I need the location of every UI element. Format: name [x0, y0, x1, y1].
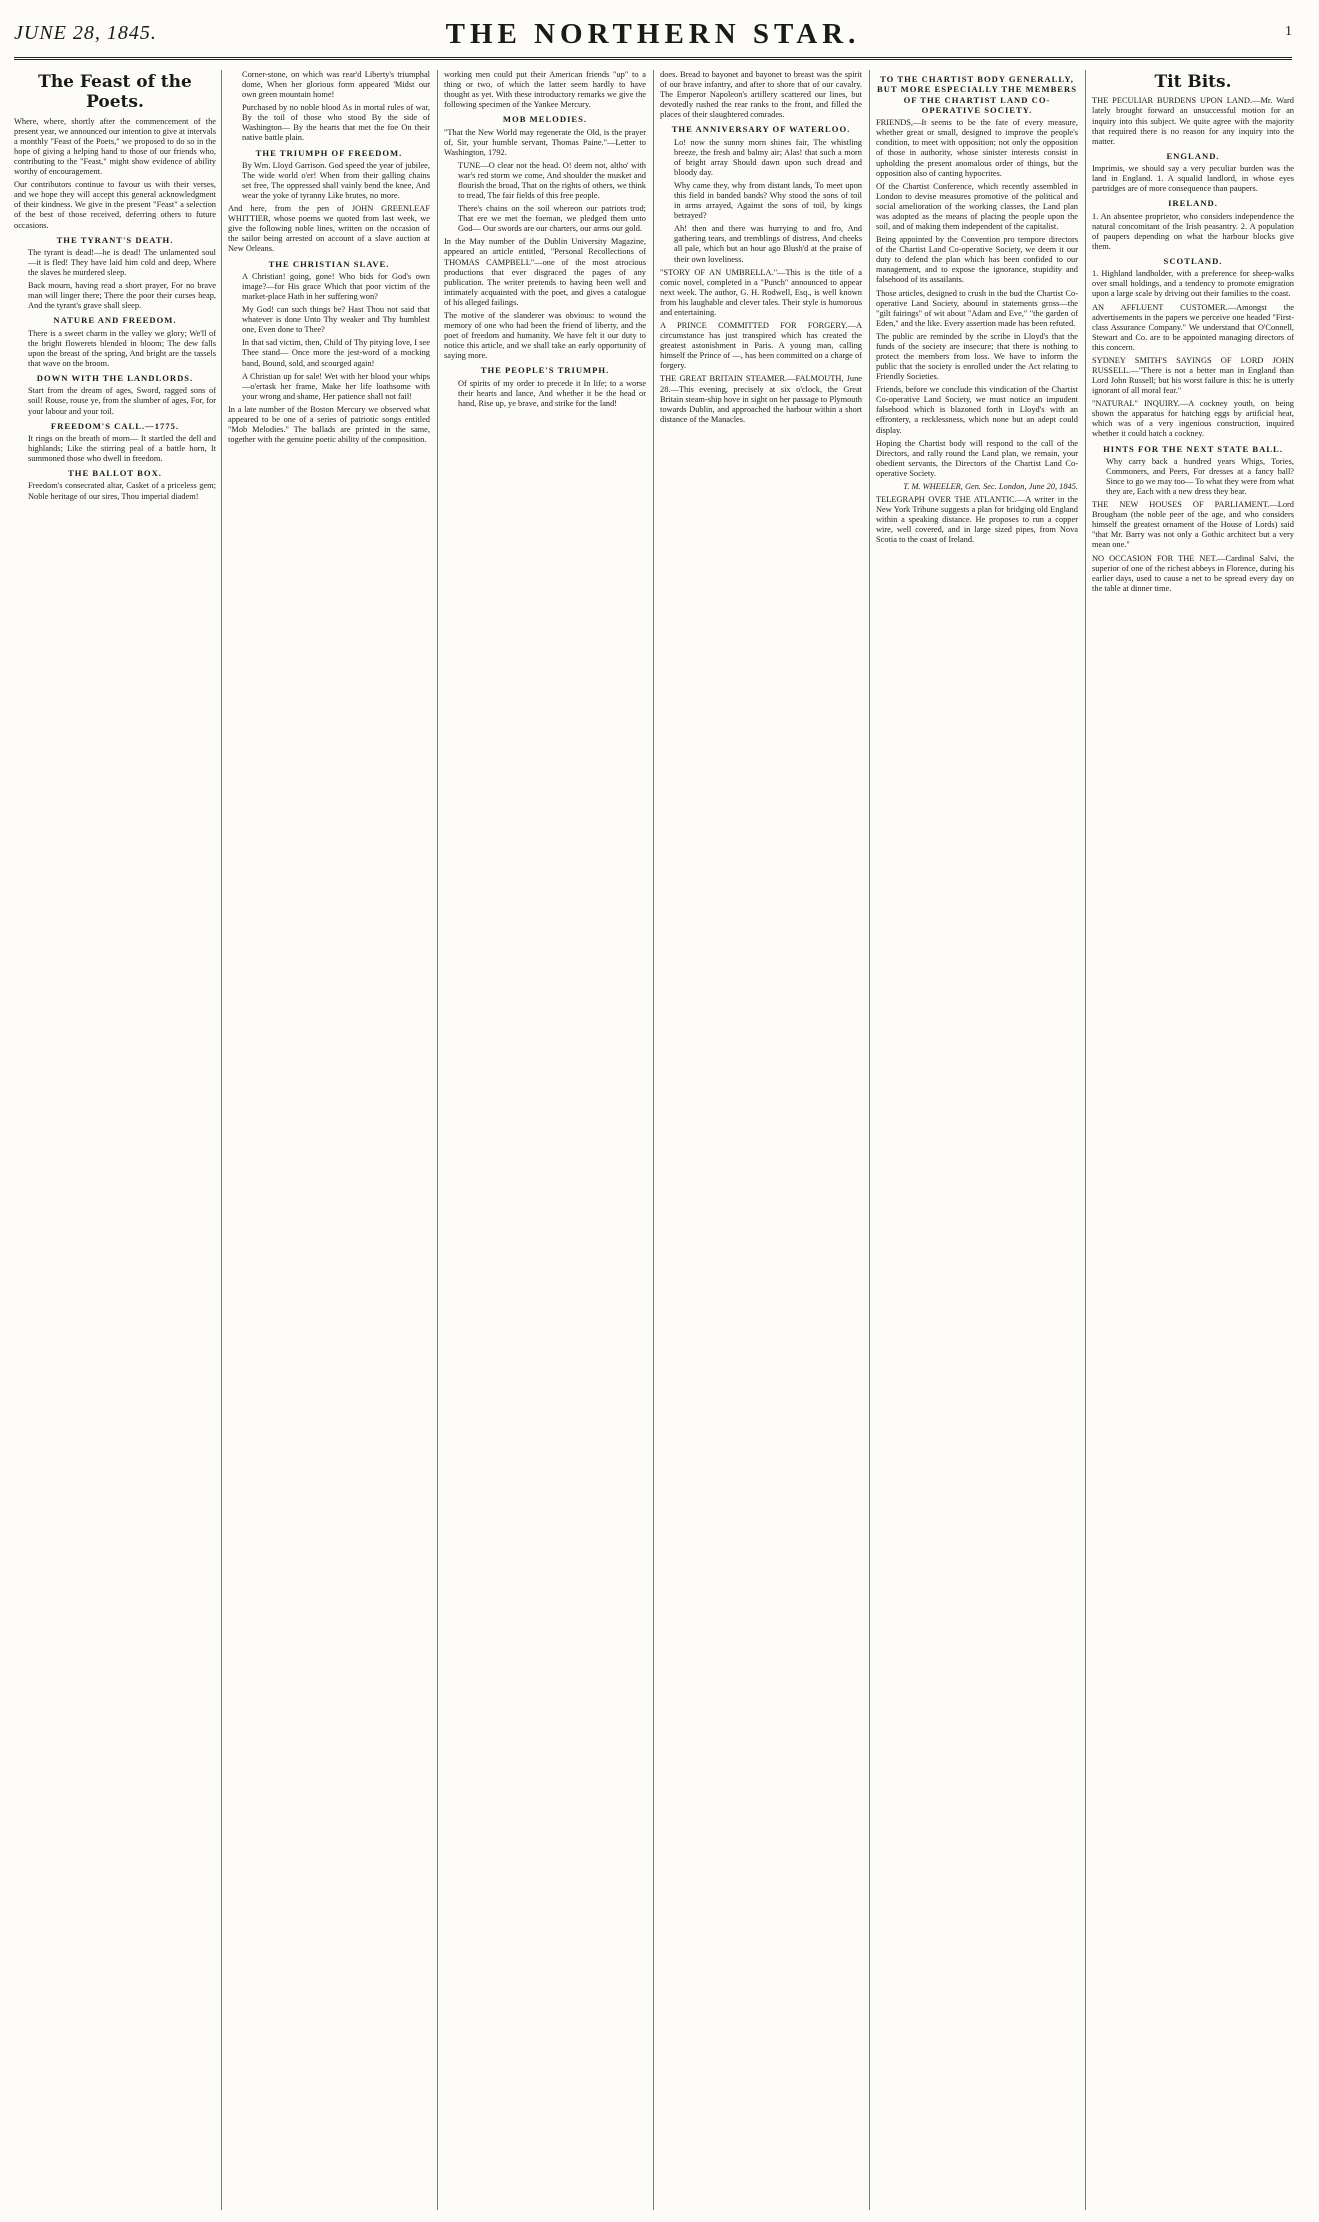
section-heading: The Feast of the Poets. — [38, 72, 192, 113]
article-paragraph: TELEGRAPH OVER THE ATLANTIC.—A writer in the New York Tribune suggests a plan for bridging old England within a speaking distance. He proposes to run a copper wire, well covered, and in large sized pipes, from Nova Scotia to the coast of Ireland. — [876, 494, 1078, 545]
newspaper-title: THE NORTHERN STAR. — [445, 18, 861, 50]
poem-stanza: Why came they, why from distant lands, To meet upon this field in banded bands? Why stood the sons of toil in arms arrayed, Against the sons of toil, by kings betrayed? — [674, 181, 862, 221]
article-paragraph: 1. An absentee proprietor, who considers independence the natural concomitant of the Irish peasantry. 2. A population of paupers depending on what the harbour blocks give them. — [1092, 211, 1294, 251]
article-subheading: THE PEOPLE'S TRIUMPH. — [480, 365, 610, 376]
issue-date: JUNE 28, 1845. — [14, 22, 157, 44]
article-subheading: NATURE AND FREEDOM. — [53, 315, 177, 326]
column-4 — [660, 70, 862, 2210]
column-5 — [876, 70, 1078, 2210]
poem-stanza: The tyrant is dead!—he is dead! The unlamented soul—it is fled! They have laid him cold and deep, Where the slaves he murdered sleep. — [28, 247, 216, 278]
article-paragraph: In a late number of the Boston Mercury we observed what appeared to be one of a series of patriotic songs entitled "Mob Melodies." The ballads are printed in the same, together with the genuine poetic ability of the composition. — [228, 404, 430, 445]
article-subheading: THE CHRISTIAN SLAVE. — [268, 258, 390, 269]
article-paragraph: The public are reminded by the scribe in Lloyd's that the funds of the society are insecure; that there is nothing to protect the members from loss. We have to inform the public that the society is enrolled under the Act relating to Friendly Societies. — [876, 331, 1078, 382]
article-subheading: DOWN WITH THE LANDLORDS. — [36, 373, 194, 384]
poem-stanza: Purchased by no noble blood As in mortal rules of war, By the toil of those who stood By the side of Washington— By the hearts that met the foe On their native battle plain. — [242, 103, 430, 143]
article-subheading: IRELAND. — [1168, 198, 1218, 209]
article-paragraph: AN AFFLUENT CUSTOMER.—Amongst the advertisements in the papers we perceive one headed "First-class Assurance Company." We understand that O'Connell, Stewart and Co. are to be appointed managing directors of this concern. — [1092, 302, 1294, 352]
column-2 — [228, 70, 430, 2210]
article-subheading: SCOTLAND. — [1163, 255, 1223, 266]
signature-line: T. M. WHEELER, Gen. Sec. London, June 20, 1845. — [903, 481, 1078, 491]
article-paragraph: Being appointed by the Convention pro tempore directors of the Chartist Land Co-operative Society, we deem it our duty to defend the plan which has been confided to our management, and to expose the ignorance, stupidity and falsehood of its assailants. — [876, 235, 1078, 285]
article-paragraph: Where, where, shortly after the commencement of the present year, we announced our intention to give at intervals a monthly "Feast of the Poets," we proposed to do so in the hope of giving a helping hand to those of our friends who, contributing to the "Feast," might show evidence of ability worthy of encouragement. — [14, 116, 216, 177]
article-paragraph: 1. Highland landholder, with a preference for sheep-walks over small holdings, and a tendency to promote emigration upon a large scale by driving out their families to the coast. — [1092, 269, 1294, 299]
article-paragraph: Friends, before we conclude this vindication of the Chartist Co-operative Land Society, we must notice an impudent falsehood which is blazoned forth in Lloyd's with an effrontery, a recklessness, which none but an adept could display. — [876, 385, 1078, 435]
article-subheading: ENGLAND. — [1166, 150, 1220, 161]
article-paragraph: "NATURAL" INQUIRY.—A cockney youth, on being shown the apparatus for hatching eggs by artificial heat, which was of a very ingenious construction, inquired whether it could hatch a cockney. — [1092, 399, 1294, 439]
poem-stanza: By Wm. Lloyd Garrison. God speed the year of jubilee, The wide world o'er! When from their galling chains set free, The oppressed shall vainly bend the knee, And wear the yoke of tyranny Like brutes, no more. — [242, 160, 430, 201]
poem-stanza: A Christian up for sale! Wet with her blood your whips—o'ertask her frame, Make her life loathsome with your wrong and shame, Her patience shall not fail! — [242, 371, 430, 401]
article-subheading: THE TRIUMPH OF FREEDOM. — [255, 147, 403, 158]
article-paragraph: NO OCCASION FOR THE NET.—Cardinal Salvi, the superior of one of the richest abbeys in Florence, during his earlier days, used to cause a net to be spread every day on the table at dinner time. — [1092, 553, 1294, 593]
column-divider — [653, 70, 654, 2210]
article-paragraph: Our contributors continue to favour us with their verses, and we hope they will accept this general acknowledgment of their kindness. We give in the present "Feast" a selection of the best of those received, deferring others to future occasions. — [14, 180, 216, 230]
poem-stanza: A Christian! going, gone! Who bids for God's own image?—for His grace Which that poor victim of the market-place Hath in her suffering won? — [242, 271, 430, 302]
article-subheading: THE TYRANT'S DEATH. — [56, 234, 174, 245]
article-paragraph: SYDNEY SMITH'S SAYINGS OF LORD JOHN RUSSELL.—"There is not a better man in England than Lord John Russell; but his worst failure is this: he is utterly ignorant of all moral fear." — [1092, 355, 1294, 396]
article-paragraph: Those articles, designed to crush in the bud the Chartist Co-operative Land Society, abound in statements gross—the "gilt fairings" of wit about "Adam and Eve," "the garden of Eden," and the like. Every assertion made has been refuted. — [876, 288, 1078, 328]
column-1 — [14, 70, 216, 2210]
column-divider — [437, 70, 438, 2210]
masthead — [14, 8, 1292, 60]
poem-stanza: TUNE—O clear not the head. O! deem not, altho' with war's red storm we come, And shoulder the musket and flourish the broad, That on the rights of others, we think to tread, The fair fields of this free people. — [458, 160, 646, 201]
article-paragraph: FRIENDS,—It seems to be the fate of every measure, whether great or small, designed to improve the people's condition, to meet with opposition; not only the opposition of those in authority, whose sinister interests consist in upholding the present anomalous order of things, but the opposition also of canting hypocrites. — [876, 118, 1078, 178]
article-paragraph: "STORY OF AN UMBRELLA."—This is the title of a comic novel, completed in a "Punch" announced to appear next week. The author, G. H. Rodwell, Esq., is well known from his laughable and clever tales. Their style is humorous and entertaining. — [660, 267, 862, 317]
poem-stanza: There's chains on the soil whereon our patriots trod; That ere we met the foeman, we pledged them unto God— Our swords are our charters, our arms our gold. — [458, 204, 646, 234]
article-subheading: FREEDOM'S CALL.—1775. — [50, 420, 180, 431]
article-paragraph: Of the Chartist Conference, which recently assembled in London to devise measures promotive of the political and social amelioration of the working classes, the Land plan was adopted as the means of placing the people upon the soil, and of making them independent of the capitalist. — [876, 181, 1078, 232]
article-paragraph: THE GREAT BRITAIN STEAMER.—FALMOUTH, June 28.—This evening, precisely at six o'clock, the Great Britain steam-ship hove in sight on her passage to Plymouth towards Dublin, and approached the harbour within a short distance of the Manacles. — [660, 374, 862, 424]
poem-stanza: Why carry back a hundred years Whigs, Tories, Commoners, and Peers, For dresses at a fancy ball? Since to go we may too— To what they were from what they are, Each with a new dress they bear. — [1106, 456, 1294, 497]
poem-stanza: Lo! now the sunny morn shines fair, The whistling breeze, the fresh and balmy air; Alas! that such a morn of bright array Should dawn upon such dread and bloody day. — [674, 137, 862, 177]
poem-stanza: Start from the dream of ages, Sword, ragged sons of soil! Rouse, rouse ye, from the slumber of ages, For, for your labour and your toil. — [28, 386, 216, 416]
poem-stanza: Of spirits of my order to precede it In life; to a worse their hearts and lance, And whether it be the head or hand, Rise up, ye brave, and strike for the land! — [458, 378, 646, 408]
article-paragraph: In the May number of the Dublin University Magazine, appeared an article entitled, "Personal Recollections of THOMAS CAMPBELL"—one of the most atrocious productions that ever disgraced the pages of any publication. The writer pretends to having been well and intimately acquainted with the poet, and gives a catalogue of his alleged failings. — [444, 237, 646, 307]
poem-stanza: Back mourn, having read a short prayer, For no brave man will linger there; There the poor their curses heap, And the tyrant's grave shall sleep. — [28, 281, 216, 311]
poem-stanza: My God! can such things be? Hast Thou not said that whatever is done Unto Thy weaker and Thy humblest one, Even done to Thee? — [242, 305, 430, 335]
article-paragraph: A PRINCE COMMITTED FOR FORGERY.—A circumstance has just transpired which has created the greatest astonishment in Paris. A young man, calling himself the Prince of —, has been committed on a charge of forgery. — [660, 321, 862, 371]
article-subheading: TO THE CHARTIST BODY GENERALLY, BUT MORE ESPECIALLY THE MEMBERS OF THE CHARTIST LAND CO-OPERATIVE SOCIETY. — [876, 74, 1078, 115]
page-number: 1 — [1285, 24, 1292, 39]
article-subheading: THE BALLOT BOX. — [68, 468, 162, 479]
section-heading: Tit Bits. — [1154, 72, 1232, 92]
article-paragraph: And here, from the pen of JOHN GREENLEAF WHITTIER, whose poems we quoted from last week, we give the following noble lines, written on the occasion of the sailor being arrested on account of a slave auction at New Orleans. — [228, 204, 430, 254]
column-divider — [1085, 70, 1086, 2210]
column-divider — [221, 70, 222, 2210]
article-paragraph: THE PECULIAR BURDENS UPON LAND.—Mr. Ward lately brought forward an unsuccessful motion for an inquiry into this subject. We quite agree with the majority that required there is no reason for any inquiry into the matter. — [1092, 96, 1294, 146]
column-divider — [869, 70, 870, 2210]
article-paragraph: Hoping the Chartist body will respond to the call of the Directors, and rally round the Land plan, we remain, your obedient servants, the Directors of the Chartist Land Co-operative Society. — [876, 438, 1078, 478]
article-paragraph: does. Bread to bayonet and bayonet to breast was the spirit of our brave infantry, and after to shore that of our cavalry. The Emperor Napoleon's artillery scattered our lines, but devotedly rushed the rear ranks to the front, and filled the places of their slaughtered comrades. — [660, 70, 862, 120]
article-subheading: MOB MELODIES. — [502, 114, 588, 125]
poem-stanza: Ah! then and there was hurrying to and fro, And gathering tears, and tremblings of distress, And cheeks all pale, which but an hour ago Blush'd at the praise of their own loveliness. — [674, 224, 862, 264]
column-6 — [1092, 70, 1294, 2210]
poem-stanza: Corner-stone, on which was rear'd Liberty's triumphal dome, When her glorious form appeared 'Midst our own green mountain home! — [242, 70, 430, 100]
article-subheading: HINTS FOR THE NEXT STATE BALL. — [1103, 443, 1283, 454]
article-subheading: THE ANNIVERSARY OF WATERLOO. — [671, 124, 851, 135]
article-paragraph: Imprimis, we should say a very peculiar burden was the land in England. 1. A squalid landlord, in whose eyes partridges are of more consequence than paupers. — [1092, 164, 1294, 194]
article-paragraph: THE NEW HOUSES OF PARLIAMENT.—Lord Brougham (the noble peer of the age, and who considers himself the greatest ornament of the House of Lords) said "that Mr. Barry was not only a Gothic architect but a very mean one." — [1092, 500, 1294, 550]
article-paragraph: The motive of the slanderer was obvious: to wound the memory of one who had been the friend of liberty, and the poet of freedom and humanity. We have felt it our duty to notice this article, and we shall take an early opportunity of saying more. — [444, 310, 646, 361]
poem-stanza: There is a sweet charm in the valley we glory; We'll of the bright flowerets blended in bloom; The dew falls upon the breast of the spring, And bright are the tassels that wave on the broom. — [28, 328, 216, 368]
article-paragraph: "That the New World may regenerate the Old, is the prayer of, Sir, your humble servant, Thomas Paine."—Letter to Washington, 1792. — [444, 127, 646, 157]
column-3 — [444, 70, 646, 2210]
article-paragraph: working men could put their American friends "up" to a thing or two, of which the latter seem hardly to have thought as yet. With these introductory remarks we give the following specimen of the Yankee Mercury. — [444, 70, 646, 110]
poem-stanza: Freedom's consecrated altar, Casket of a priceless gem; Noble heritage of our sires, Thou imperial diadem! — [28, 481, 216, 501]
poem-stanza: In that sad victim, then, Child of Thy pitying love, I see Thee stand— Once more the jest-word of a mocking band, Bound, sold, and scourged again! — [242, 338, 430, 368]
poem-stanza: It rings on the breath of morn— It startled the dell and highlands; Like the stirring peal of a battle horn, It summoned those who dwell in freedom. — [28, 433, 216, 464]
